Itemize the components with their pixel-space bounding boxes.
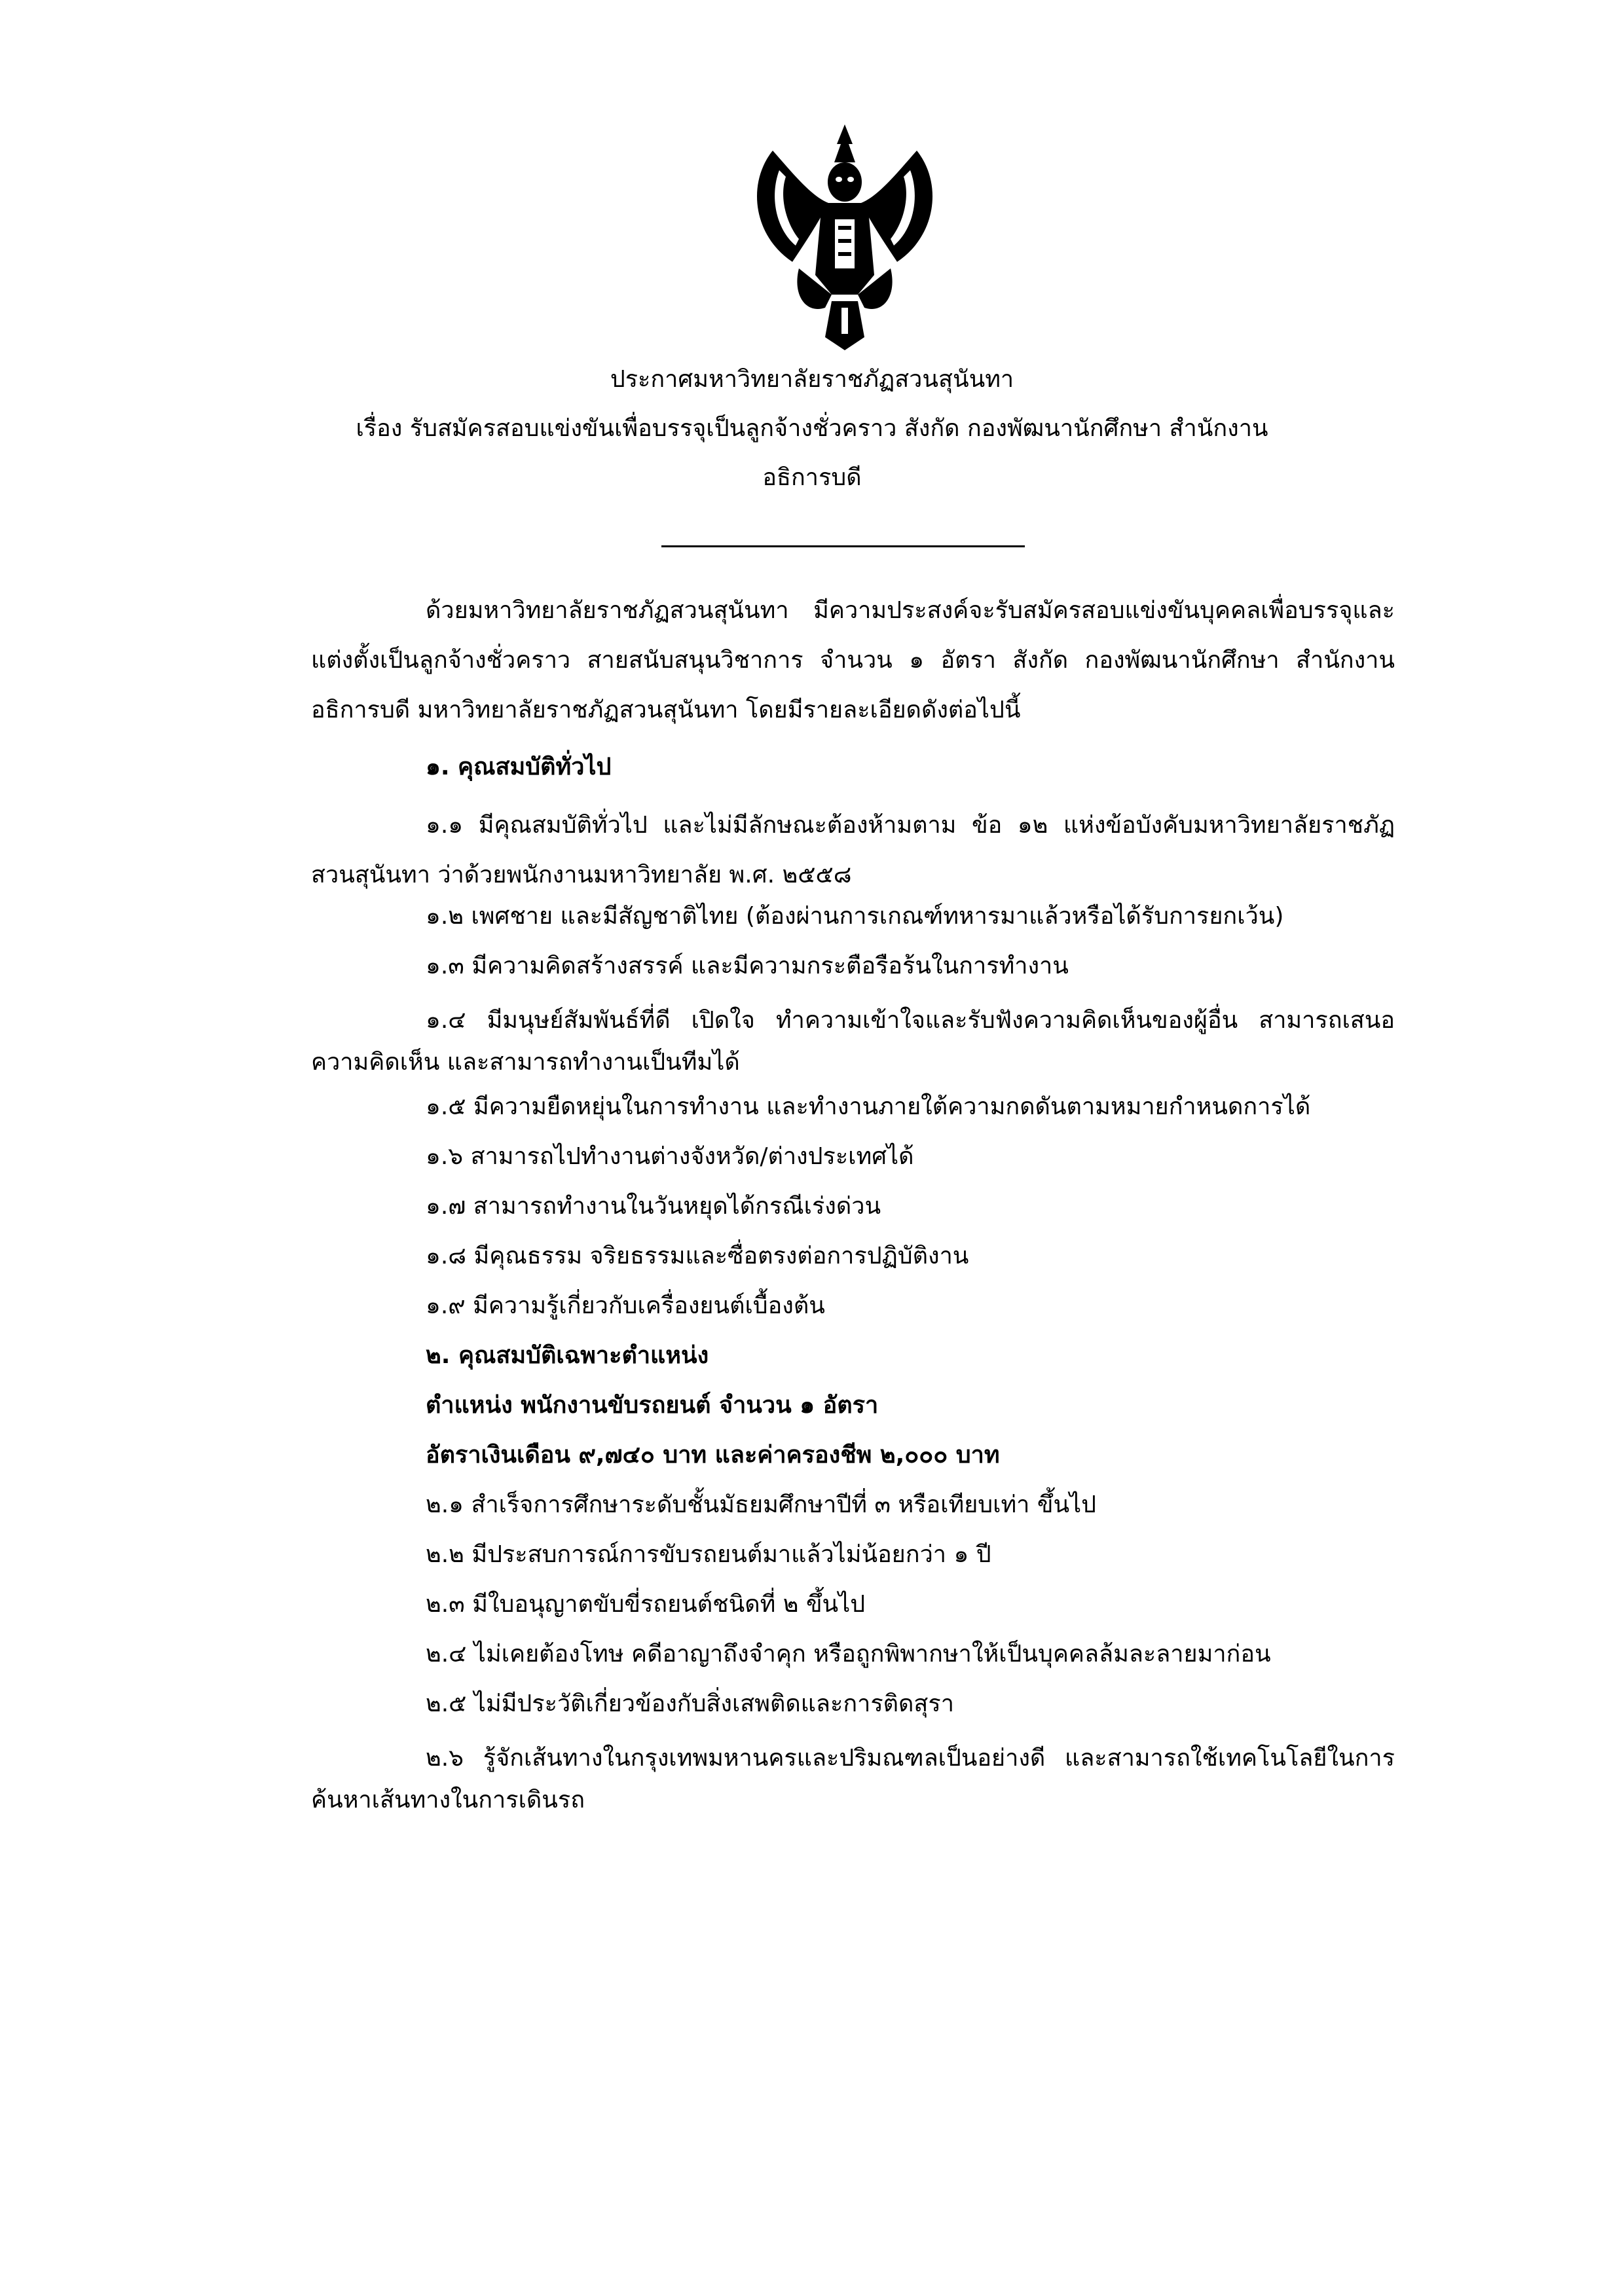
section1-item-8: ๑.๘ มีคุณธรรม จริยธรรมและซื่อตรงต่อการปฏิบัติงาน [426, 1243, 969, 1269]
section1-item-2: ๑.๒ เพศชาย และมีสัญชาติไทย (ต้องผ่านการเกณฑ์ทหารมาแล้วหรือได้รับการยกเว้น) [426, 903, 1284, 930]
section2-item-4: ๒.๔ ไม่เคยต้องโทษ คดีอาญาถึงจำคุก หรือถูกพิพากษาให้เป็นบุคคลล้มละลายมาก่อน [426, 1641, 1271, 1667]
section1-heading: ๑. คุณสมบัติทั่วไป [426, 754, 612, 780]
section1-item-1: ๑.๑ มีคุณสมบัติทั่วไป และไม่มีลักษณะต้องห้ามตาม ข้อ ๑๒ แห่งข้อบังคับมหาวิทยาลัยราชภัฏสวนสุนันทา ว่าด้วยพนักงานมหาวิทยาลัย พ.ศ. ๒๕๕๘ [311, 812, 1395, 888]
document-subject-continued: อธิการบดี [762, 464, 862, 491]
section1-item-5: ๑.๕ มีความยืดหยุ่นในการทำงาน และทำงานภายใต้ความกดดันตามหมายกำหนดการได้ [426, 1093, 1311, 1120]
section2-item-6: ๒.๖ รู้จักเส้นทางในกรุงเทพมหานครและปริมณฑลเป็นอย่างดี และสามารถใช้เทคโนโลยีในการค้นหาเส้นทางในการเดินรถ [311, 1745, 1395, 1813]
section2-heading: ๒. คุณสมบัติเฉพาะตำแหน่ง [426, 1342, 709, 1369]
document-title: ประกาศมหาวิทยาลัยราชภัฏสวนสุนันทา [610, 366, 1014, 393]
position-title: ตำแหน่ง พนักงานขับรถยนต์ จำนวน ๑ อัตรา [426, 1392, 879, 1419]
section2-item-3: ๒.๓ มีใบอนุญาตขับขี่รถยนต์ชนิดที่ ๒ ขึ้นไป [426, 1591, 866, 1618]
intro-paragraph: ด้วยมหาวิทยาลัยราชภัฏสวนสุนันทา มีความประสงค์จะรับสมัครสอบแข่งขันบุคคลเพื่อบรรจุและแต่งตั้งเป็นลูกจ้างชั่วคราว สายสนับสนุนวิชาการ จำนวน ๑ อัตรา สังกัด กองพัฒนานักศึกษา สำนักงานอธิการบดี มหาวิทยาลัยราชภัฏสวนสุนันทา โดยมีรายละเอียดดังต่อไปนี้ [311, 597, 1395, 723]
section1-item-4: ๑.๔ มีมนุษย์สัมพันธ์ที่ดี เปิดใจ ทำความเข้าใจและรับฟังความคิดเห็นของผู้อื่น สามารถเสนอความคิดเห็น และสามารถทำงานเป็นทีมได้ [311, 1007, 1395, 1076]
section2-item-1: ๒.๑ สำเร็จการศึกษาระดับชั้นมัธยมศึกษาปีที่ ๓ หรือเทียบเท่า ขึ้นไป [426, 1491, 1097, 1518]
salary-line: อัตราเงินเดือน ๙,๗๔๐ บาท และค่าครองชีพ ๒,๐๐๐ บาท [426, 1442, 1000, 1468]
section2-item-2: ๒.๒ มีประสบการณ์การขับรถยนต์มาแล้วไม่น้อยกว่า ๑ ปี [426, 1541, 991, 1568]
title-divider [661, 545, 1025, 547]
garuda-emblem-icon [733, 111, 956, 354]
document-subject: เรื่อง รับสมัครสอบแข่งขันเพื่อบรรจุเป็นลูกจ้างชั่วคราว สังกัด กองพัฒนานักศึกษา สำนักงาน [356, 415, 1268, 442]
section1-item-7: ๑.๗ สามารถทำงานในวันหยุดได้กรณีเร่งด่วน [426, 1193, 881, 1220]
section1-item-6: ๑.๖ สามารถไปทำงานต่างจังหวัด/ต่างประเทศได้ [426, 1143, 914, 1170]
section1-item-9: ๑.๙ มีความรู้เกี่ยวกับเครื่องยนต์เบื้องต้น [426, 1292, 825, 1319]
section2-item-5: ๒.๕ ไม่มีประวัติเกี่ยวข้องกับสิ่งเสพติดและการติดสุรา [426, 1690, 954, 1717]
section1-item-3: ๑.๓ มีความคิดสร้างสรรค์ และมีความกระตือรือร้นในการทำงาน [426, 953, 1069, 979]
